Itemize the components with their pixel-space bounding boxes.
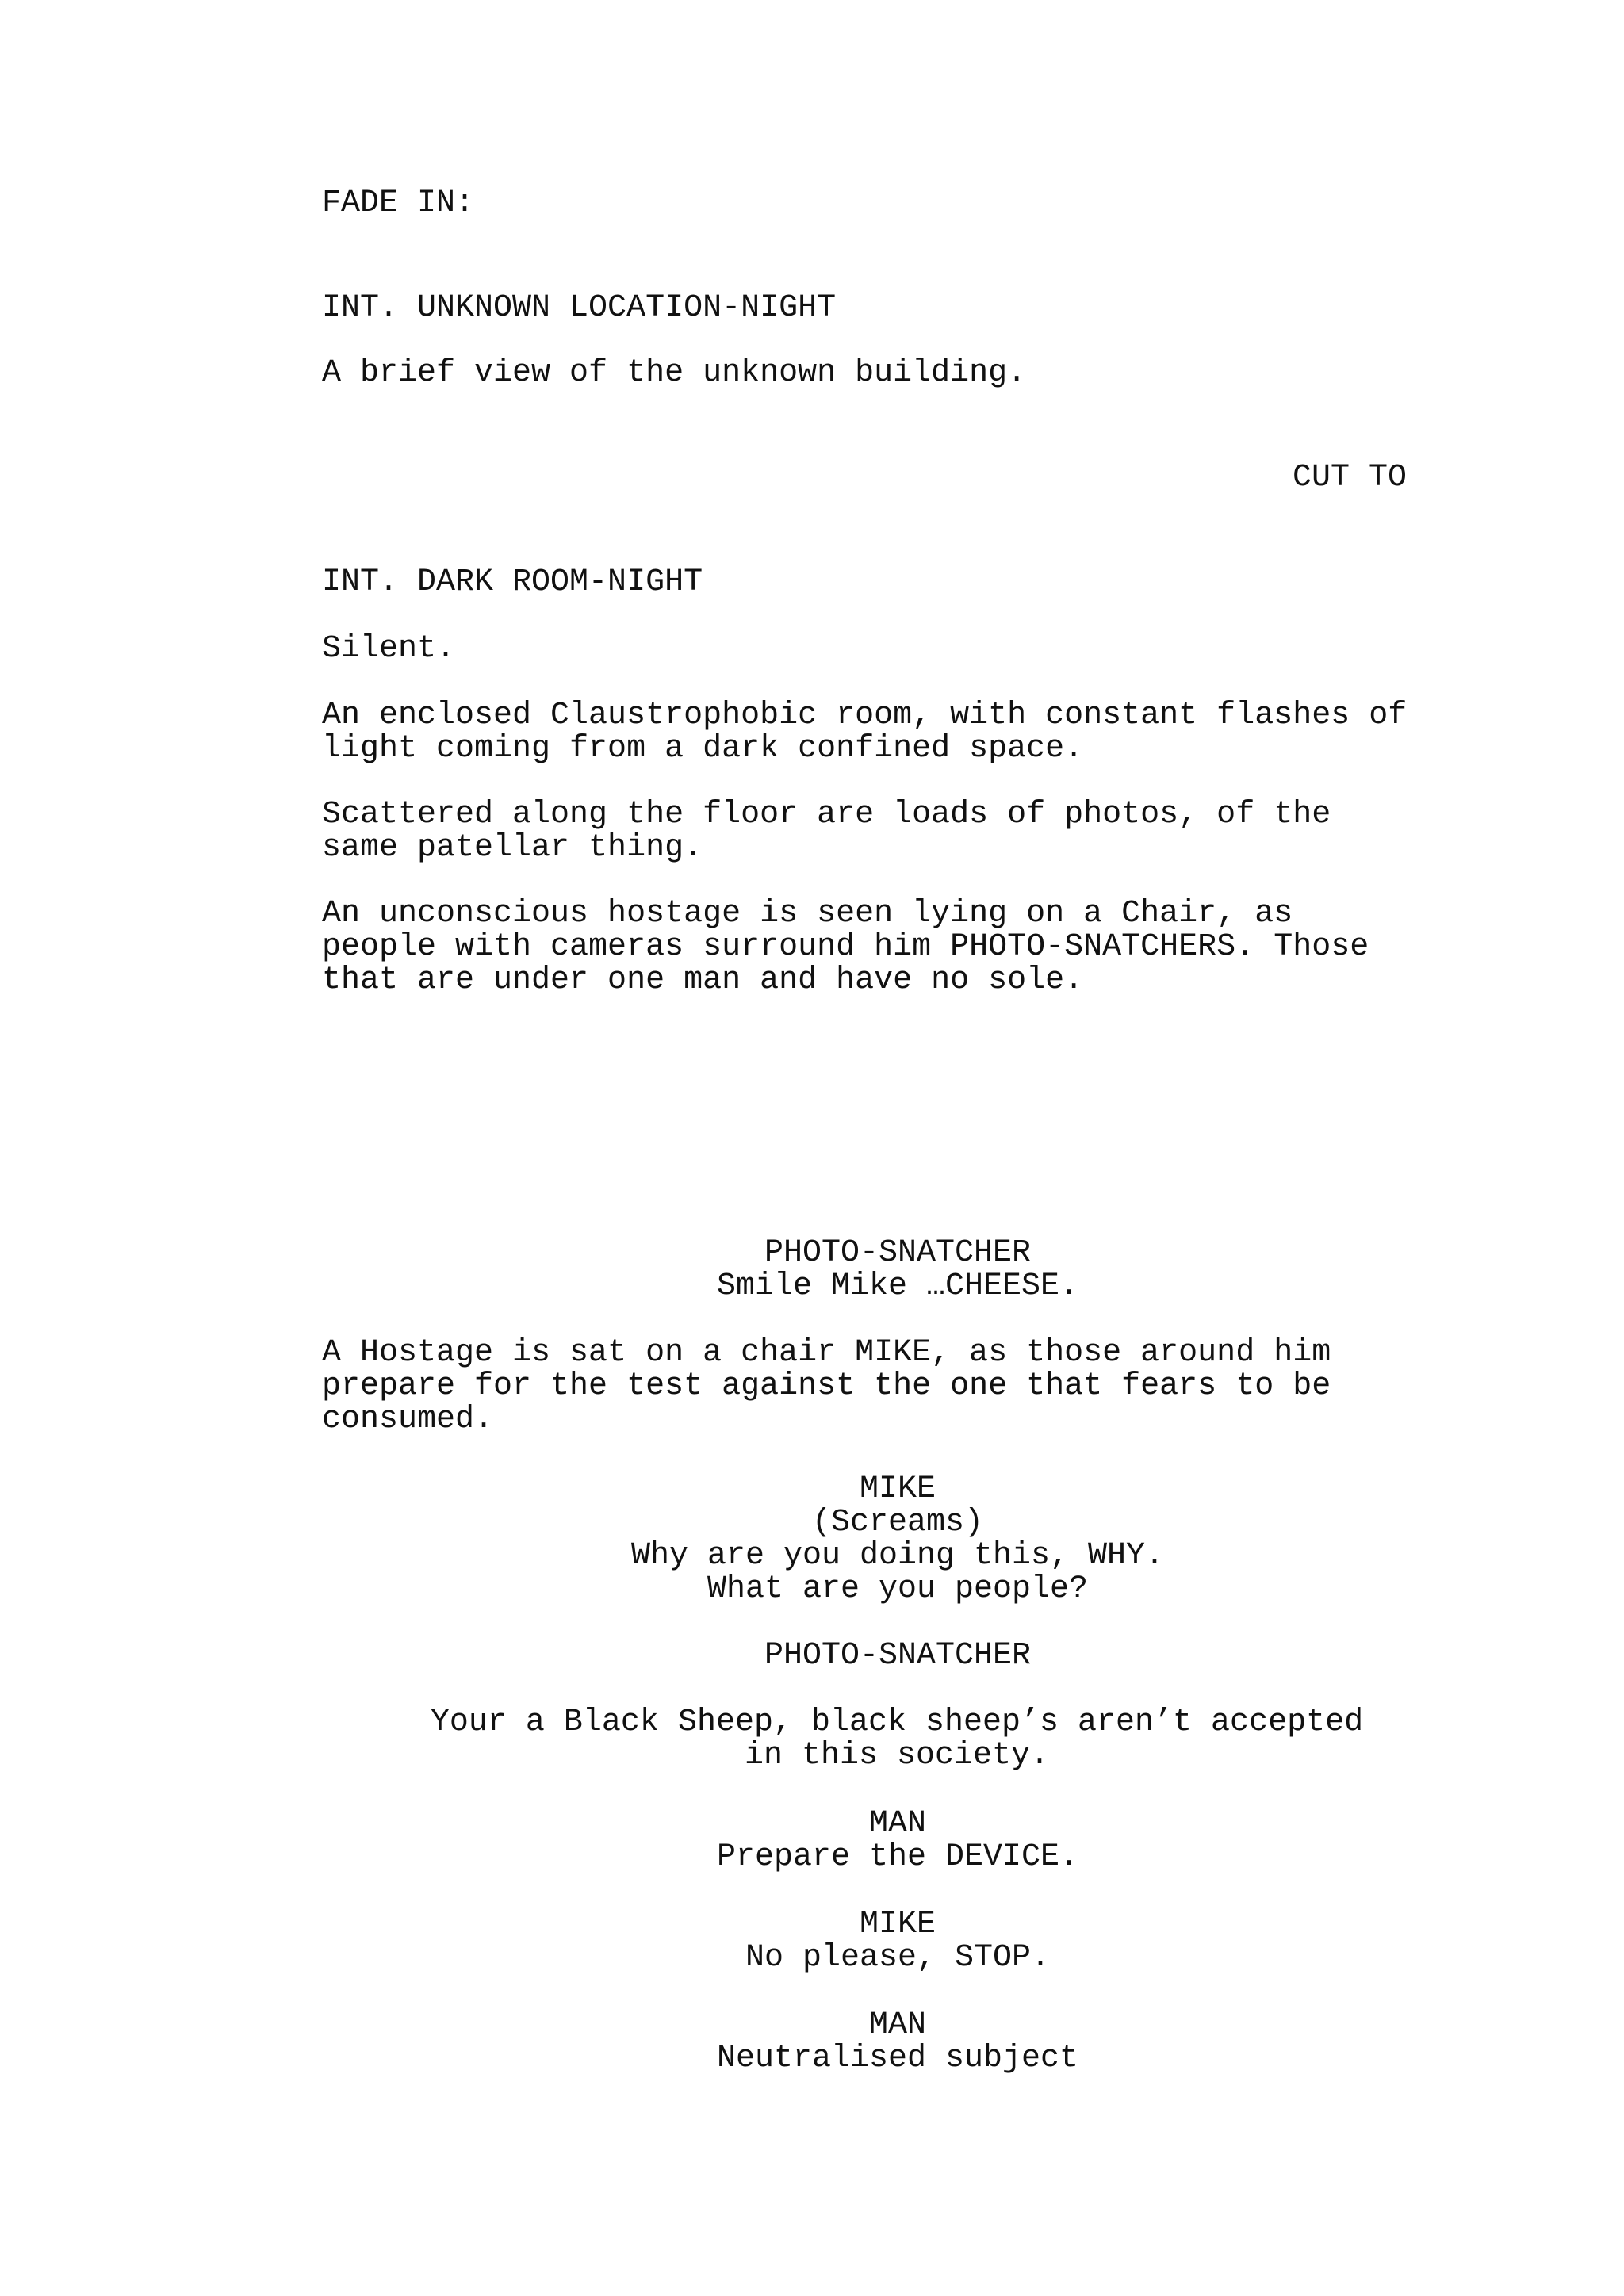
- dialogue-line: Prepare the DEVICE.: [716, 1839, 1079, 1875]
- dialogue-line: in this society.: [744, 1738, 1050, 1774]
- scene-heading: INT. UNKNOWN LOCATION-NIGHT: [322, 290, 837, 326]
- dialogue-line: Neutralised subject: [716, 2041, 1079, 2076]
- action-line: An unconscious hostage is seen lying on a Chair, as: [322, 896, 1293, 932]
- action-line: Silent.: [322, 631, 456, 667]
- action-line: Scattered along the floor are loads of photos, of the: [322, 797, 1331, 832]
- fade-in-transition: FADE IN:: [322, 186, 475, 221]
- character-name: MAN: [868, 2007, 926, 2043]
- dialogue-line: Your a Black Sheep, black sheep’s aren’t accepted: [430, 1705, 1364, 1740]
- character-name: PHOTO-SNATCHER: [764, 1638, 1032, 1674]
- cut-to-transition: CUT TO: [1293, 460, 1408, 496]
- scene-heading: INT. DARK ROOM-NIGHT: [322, 564, 703, 600]
- character-name: MIKE: [859, 1471, 936, 1507]
- action-line: that are under one man and have no sole.: [322, 962, 1084, 998]
- action-line: An enclosed Claustrophobic room, with constant flashes of: [322, 698, 1408, 733]
- action-line: prepare for the test against the one that fears to be: [322, 1368, 1331, 1404]
- action-line: A brief view of the unknown building.: [322, 355, 1027, 391]
- dialogue-line: Why are you doing this, WHY.: [630, 1538, 1165, 1574]
- action-line: same patellar thing.: [322, 830, 703, 866]
- action-line: A Hostage is sat on a chair MIKE, as those around him: [322, 1335, 1331, 1371]
- dialogue-line: What are you people?: [707, 1571, 1089, 1607]
- action-line: consumed.: [322, 1402, 494, 1437]
- dialogue-line: Smile Mike …CHEESE.: [716, 1269, 1079, 1304]
- parenthetical: (Screams): [811, 1505, 984, 1540]
- character-name: MIKE: [859, 1907, 936, 1942]
- character-name: MAN: [868, 1806, 926, 1842]
- character-name: PHOTO-SNATCHER: [764, 1235, 1032, 1271]
- dialogue-line: No please, STOP.: [745, 1940, 1051, 1976]
- action-line: light coming from a dark confined space.: [322, 731, 1084, 767]
- action-line: people with cameras surround him PHOTO-SNATCHERS. Those: [322, 929, 1369, 965]
